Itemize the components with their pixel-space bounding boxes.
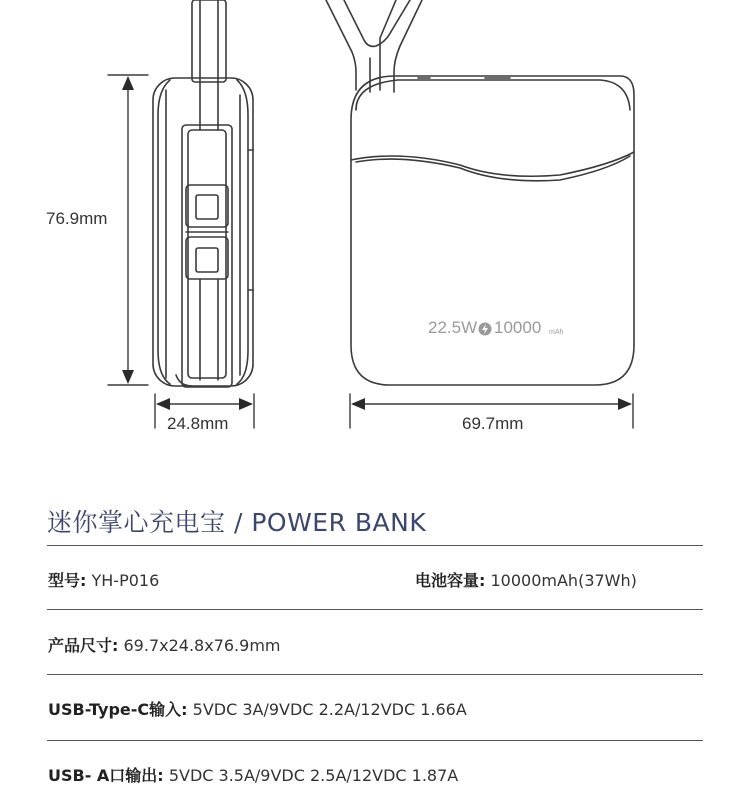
spec-battery-value: 10000mAh(37Wh) <box>490 571 637 590</box>
spec-size-value: 69.7x24.8x76.9mm <box>123 636 281 655</box>
divider <box>47 545 703 546</box>
spec-output <box>48 763 458 786</box>
spec-output-value: 5VDC 3.5A/9VDC 2.5A/12VDC 1.87A <box>168 766 459 785</box>
side-view <box>153 0 253 387</box>
spec-model-value: YH-P016 <box>91 571 160 590</box>
spec-model-label: 型号: <box>48 571 87 590</box>
dimension-arrowheads <box>122 76 632 410</box>
divider <box>47 740 703 741</box>
product-power-label: 22.5W <box>428 318 478 337</box>
product-capacity-label: 10000 <box>494 318 542 337</box>
spec-size <box>48 633 280 656</box>
spec-input <box>48 697 467 720</box>
width-label: 69.7mm <box>462 414 524 433</box>
spec-input-value: 5VDC 3A/9VDC 2.2A/12VDC 1.66A <box>192 700 467 719</box>
height-dimension <box>108 75 148 385</box>
spec-battery <box>415 568 637 591</box>
spec-battery-label: 电池容量: <box>415 571 486 590</box>
divider <box>47 674 703 675</box>
spec-model <box>48 568 159 591</box>
divider <box>47 609 703 610</box>
page-title: 迷你掌心充电宝 / POWER BANK <box>47 508 427 537</box>
thickness-label: 24.8mm <box>167 414 229 433</box>
height-label: 76.9mm <box>46 209 108 228</box>
spec-input-label: USB-Type-C输入: <box>48 700 188 719</box>
spec-size-label: 产品尺寸: <box>48 636 119 655</box>
product-capacity-unit: mAh <box>549 329 564 336</box>
spec-output-label: USB- A口输出: <box>48 766 164 785</box>
